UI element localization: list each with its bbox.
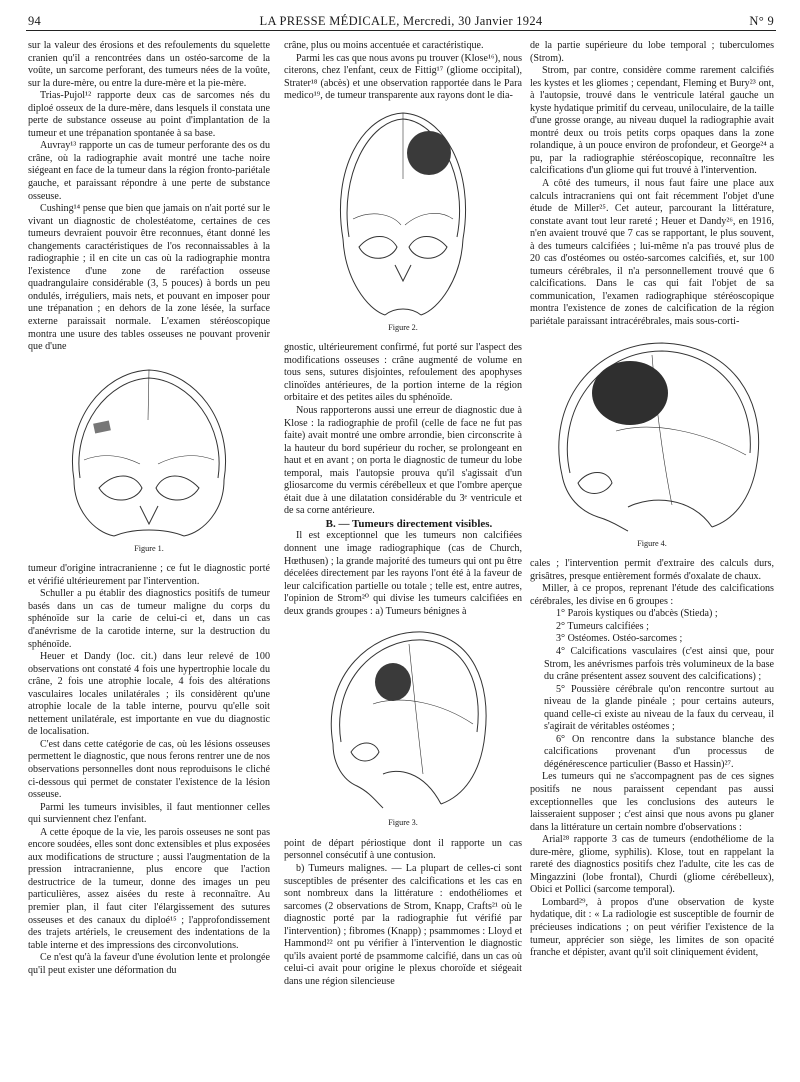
paragraph: Cushing¹⁴ pense que bien que jamais on n'ait porté sur le vivant un diagnostic de cholestéatome, certaines de ces tumeurs devraient pouvoir être reconnues, étant donné les changements caractéristiques de l'os reconnaissables à la radiographie ; il en cite un cas où la radiographie montra l'existence d'une zone de raréfaction osseuse quadrangulaire considérable (3, 5 pouces) à bords un peu ondulés, irréguliers, mais nets, et pouvant en imposer pour une trépanation ; en dehors de la zone lésée, la surface externe paraissait normale. L'examen stéréoscopique montra une usure des tables osseuses ne pouvant provenir que d'une: [28, 203, 270, 353]
paragraph: de la partie supérieure du lobe temporal ; tuberculomes (Strom).: [530, 40, 774, 64]
paragraph: Trias-Pujol¹² rapporte deux cas de sarcomes nés du diploé osseux de la dure-mère, dans lesquels il constata une perte de substance osseuse au point d'implantation de la tumeur et une trépanation spontanée à sa base.: [28, 90, 270, 139]
skull-lateral-illustration: [313, 624, 493, 814]
paragraph: cales ; l'intervention permit d'extraire des calculs durs, grisâtres, presque entièrement formés d'oxalate de chaux.: [530, 558, 774, 582]
paragraph: Lombard²⁹, à propos d'une observation de kyste hydatique, dit : « La radiologie est susceptible de fournir de précieuses indications ; on peut vérifier l'existence de la tumeur, apprécier son siège, les limites de son opacité franche et dépister, avant qu'il soit cliniquement évident,: [530, 896, 774, 959]
figure-1: [28, 360, 270, 556]
figure-3: [284, 624, 522, 830]
paragraph: A cette époque de la vie, les parois osseuses ne sont pas encore soudées, elles sont donc extensibles et plus exposées aux modifications de structure ; aussi l'augmentation de la pression intracranienne, plus encore que l'action destructrice de la tumeur, donne des images un peu particulières, assez aisées du reste à reconnaître. Au premier plan, il faut citer l'élargissement des sutures osseuses et des canaux du diploé¹⁵ ; l'approfondissement des trajets artériels, le creusement des indentations de la table interne et des impressions des circonvolutions.: [28, 826, 270, 951]
paragraph: Schuller a pu établir des diagnostics positifs de tumeur basés dans un cas de tumeur maligne du corps du sphénoïde sur la carie de celui-ci et, dans un cas d'anévrisme de la carotide interne, sur la destruction du sphénoïde.: [28, 588, 270, 650]
journal-title: LA PRESSE MÉDICALE, Mercredi, 30 Janvier 1924: [259, 14, 543, 28]
paragraph: C'est dans cette catégorie de cas, où les lésions osseuses permettent le diagnostic, que nous ferons rentrer une de nos observations personnelles dont nous reproduisons le cliché ci-dessous qui permet de constater l'existence de la lésion osseuse.: [28, 738, 270, 801]
figure-4: [530, 335, 774, 551]
list-item: 2° Tumeurs calcifiées ;: [556, 620, 649, 632]
skull-frontal-tumor-illustration: [323, 109, 483, 319]
paragraph: gnostic, ultérieurement confirmé, fut porté sur l'aspect des modifications osseuses : crâne augmenté de volume en tous sens, sutures disjointes, refoulement des apophyses clinoïdes antérieures, de la portion interne de la région orbitaire et des petites ailes du sphénoïde.: [284, 342, 522, 404]
list-item: 3° Ostéomes. Ostéo-sarcomes ;: [556, 633, 683, 645]
paragraph: b) Tumeurs malignes. — La plupart de celles-ci sont susceptibles de présenter des calcifications et les cas en sont nombreux dans la littérature : endothéliomes et sarcomes (2 observations de Strom, Knapp, Crafts²¹ où le diagnostic porté par la radiographie fut vérifié par l'intervention) ; fibromes (Knapp) ; psammomes : Lloyd et Hammond²² ont pu vérifier à l'intervention le diagnostic qu'ils avaient porté de psammome calcifié, dans un cas où celui-ci avait pour origine le plexus choroïde et siégeait dans une région silencieuse: [284, 862, 522, 987]
paragraph: crâne, plus ou moins accentuée et caractéristique.: [284, 40, 484, 51]
section-title: B. — Tumeurs directement visibles.: [325, 517, 493, 530]
list-item: 6° On rencontre dans la substance blanche des calcifications provenant d'un processus de dégénérescence particulier (Basso et Hassin)²⁷.: [544, 733, 774, 770]
paragraph: Arial²⁸ rapporte 3 cas de tumeurs (endothéliome de la dure-mère, gliome, syphilis). Klose, tout en rappelant la rareté des diagnostics positifs chez l'adulte, cite les cas de Mingazzini (lobe frontal), Churdi (gliome cérébelleux), Obici et Pollici (sarcome temporal).: [530, 834, 774, 896]
column-2: [284, 40, 522, 988]
paragraph: Heuer et Dandy (loc. cit.) dans leur relevé de 100 observations ont constaté 4 fois une hypertrophie locale du crâne, 2 fois une atrophie locale, 4 fois des altérations vasculaires locales unilatérales ; ils considèrent qu'une atrophie locale de la table interne, pourvu qu'elle soit nettement unilatérale, est importante en vue du diagnostic de localisation.: [28, 651, 270, 738]
page-number: 94: [28, 14, 42, 28]
paragraph: Miller, à ce propos, reprenant l'étude des calcifications cérébrales, les divise en 6 groupes :: [530, 583, 774, 607]
paragraph: Les tumeurs qui ne s'accompagnent pas de ces signes positifs ne nous paraissent cependant pas aussi exceptionnelles que les conclusions des auteurs le laisseraient supposer ; c'est ainsi que nous avons pu glaner dans la littérature un certain nombre d'observations :: [530, 771, 774, 833]
page-header: [28, 10, 774, 32]
paragraph: tumeur d'origine intracranienne ; ce fut le diagnostic porté et vérifié ultérieurement par l'intervention.: [28, 563, 270, 587]
skull-frontal-illustration: [44, 360, 254, 540]
figure-caption: Figure 2.: [388, 322, 418, 332]
list-item: 1° Parois kystiques ou d'abcès (Stieda) ;: [556, 608, 718, 620]
paragraph: Auvray¹³ rapporte un cas de tumeur perforante des os du crâne, où la radiographie avait montré une tache noire siégeant en face de la tumeur dans la région fronto-pariétale gauche, et paraissant répondre à une perte de substance osseuse.: [28, 140, 270, 202]
paragraph: Parmi les cas que nous avons pu trouver (Klose¹⁶), nous citerons, chez l'enfant, ceux de Fittig¹⁷ (gliome occipital), Strater¹⁸ (abcès) et une observation rapportée dans le Para medico¹⁹, de tumeur transparente aux rayons dont le dia-: [284, 52, 522, 102]
figure-2: [284, 109, 522, 335]
paragraph: Il est exceptionnel que les tumeurs non calcifiées donnent une image radiographique (cas de Church, Hœthusen) ; la grande majorité des tumeurs qui ont pu être décelées directement par les rayons l'ont été à la faveur de leur calcification partielle ou totale ; telle est, entre autres, l'opinion de Strom²⁰ qui divise les tumeurs calcifiées en deux grands groupes : a) Tumeurs bénignes à: [284, 530, 522, 617]
figure-caption: Figure 4.: [637, 538, 667, 548]
paragraph: Ce n'est qu'à la faveur d'une évolution lente et prolongée qu'il peut exister une déformation du: [28, 952, 270, 976]
paragraph: sur la valeur des érosions et des refoulements du squelette cranien qu'il a rencontrées dans un ostéo-sarcome de la voûte, un sarcome perforant, des tumeurs nées de la voûte, sur la dure-mère, ou entre la dure-mère et la pie-mère.: [28, 40, 270, 89]
figure-caption: Figure 3.: [388, 818, 418, 828]
header-rule: [26, 30, 776, 31]
paragraph: Nous rapporterons aussi une erreur de diagnostic due à Klose : la radiographie de profil (celle de face ne fut pas faite) avait montré une ombre arrondie, bien circonscrite à la hauteur du bord supérieur du rocher, se prolongeant en haut et en avant ; on porta le diagnostic de tumeur du lobe temporal, mais l'autopsie prouva qu'il s'agissait d'un gliosarcome du vermis cérébelleux et que l'ombre aperçue était due à une dilatation considérable du 3ᵉ ventricule et de sa corne antérieure.: [284, 405, 522, 517]
paragraph: point de départ périostique dont il rapporte un cas personnel consécutif à une contusion.: [284, 837, 522, 862]
list-item: 5° Poussière cérébrale qu'on rencontre surtout au niveau de la glande pinéale ; pour certains auteurs, quand celle-ci existe au niveau de la faux du cerveau, il s'agirait de véritables ostéomes ;: [544, 683, 774, 733]
skull-lateral-calcification-illustration: [532, 335, 772, 535]
list-item: 4° Calcifications vasculaires (c'est ainsi que, pour Strom, les anévrismes parfois très volumineux de la base du crâne présentent assez souvent des calcifications) ;: [544, 645, 774, 683]
issue-number: N° 9: [749, 14, 774, 28]
paragraph: A côté des tumeurs, il nous faut faire une place aux calculs intracraniens qui ont fait récemment l'objet d'une étude de Miller²⁵. Cet auteur, parcourant la littérature, constate avant tout leur rareté ; Heuer et Dandy²⁶, en 1916, n'en avaient trouvé que 7 cas se rapportant, le plus souvent, à des tumeurs calcifiées ; lui-même n'a pas trouvé plus de 20 cas d'ostéomes ou ostéo-sarcomes calcifiés, et, sur 100 tumeurs cérébrales, il n'a personnellement trouvé que 6 calcifications. Dans le cas qui fait l'objet de sa communication, l'examen radiographique stéréoscopique montra l'existence de zones de calcification de la région pariétale paraissant intracérébrales, mais sous-corti-: [530, 178, 774, 328]
paragraph: Parmi les tumeurs invisibles, il faut mentionner celles qui surviennent chez l'enfant.: [28, 801, 270, 826]
column-1: [28, 40, 270, 977]
column-3: [530, 40, 774, 960]
figure-caption: Figure 1.: [134, 543, 164, 553]
paragraph: Strom, par contre, considère comme rarement calcifiés les kystes et les gliomes ; cependant, Fleming et Bury²³ ont, à l'autopsie, trouvé dans le ventricule latéral gauche un kyste hydatique primitif du cerveau, uniloculaire, de la taille d'une grosse orange, au niveau duquel la radiographie avait montré deux ou trois petits corps opaques dans la zone rolandique, à un pouce environ de profondeur, et George²⁴ a pu, par la radiographie stéréoscopique, reconnaître les calcifications d'un gliome qui fut trouvé à l'intervention.: [530, 65, 774, 177]
